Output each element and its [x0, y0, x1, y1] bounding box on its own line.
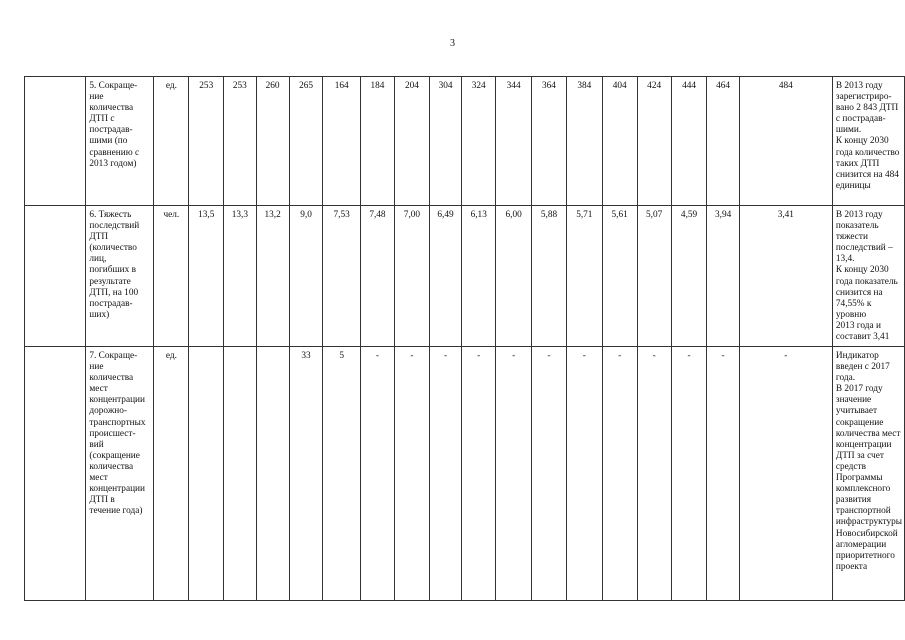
value-cell: 3,94 — [707, 206, 739, 347]
value-cell: 404 — [602, 77, 637, 206]
value-cell: 253 — [189, 77, 224, 206]
value-cell: 13,3 — [224, 206, 256, 347]
blank-cell — [25, 77, 86, 206]
value-cell: 184 — [360, 77, 394, 206]
value-cell: 7,53 — [323, 206, 361, 347]
value-cell: - — [394, 347, 429, 601]
note-cell: Индикатор введен с 2017 года. В 2017 году значение учитывает сокращение количества мест концентрации ДТП за счет средств Программы комплексного развития транспортной инфраструктуры Новосибирской агломерации приоритетного проекта — [832, 347, 904, 601]
value-cell: - — [707, 347, 739, 601]
value-cell: - — [637, 347, 671, 601]
blank-cell — [25, 206, 86, 347]
value-cell: 304 — [429, 77, 461, 206]
unit-cell: ед. — [154, 77, 189, 206]
value-cell: 164 — [323, 77, 361, 206]
indicator-name: 5. Сокраще- ние количества ДТП с пострадав- шими (по сравнению с 2013 годом) — [86, 77, 154, 206]
indicators-table — [24, 76, 905, 601]
value-cell: 4,59 — [671, 206, 707, 347]
note-cell: В 2013 году показатель тяжести последствий – 13,4. К концу 2030 года показатель снизится на 74,55% к уровню 2013 года и составит 3,41 — [832, 206, 904, 347]
value-cell: 5,88 — [532, 206, 567, 347]
note-cell: В 2013 году зарегистриро- вано 2 843 ДТП с пострадав- шими. К концу 2030 года количество таких ДТП снизится на 484 единицы — [832, 77, 904, 206]
value-cell: 364 — [532, 77, 567, 206]
value-cell — [256, 347, 289, 601]
value-cell — [224, 347, 256, 601]
value-cell: 6,49 — [429, 206, 461, 347]
indicator-name: 6. Тяжесть последствий ДТП (количество лиц, погибших в результате ДТП, на 100 пострадав- ших) — [86, 206, 154, 347]
value-cell: - — [496, 347, 532, 601]
table-body — [25, 77, 905, 601]
value-cell: 204 — [394, 77, 429, 206]
value-cell: 5 — [323, 347, 361, 601]
value-cell: 484 — [739, 77, 832, 206]
value-cell: 5,71 — [566, 206, 602, 347]
value-cell: 344 — [496, 77, 532, 206]
table-row — [25, 347, 905, 601]
value-cell: - — [429, 347, 461, 601]
indicator-name: 7. Сокраще- ние количества мест концентрации дорожно- транспортных происшест- вий (сокращение количества мест концентрации ДТП в течение года) — [86, 347, 154, 601]
value-cell: 6,13 — [462, 206, 496, 347]
value-cell: - — [602, 347, 637, 601]
unit-cell: ед. — [154, 347, 189, 601]
value-cell: 464 — [707, 77, 739, 206]
value-cell: 13,2 — [256, 206, 289, 347]
value-cell: 7,00 — [394, 206, 429, 347]
value-cell: 13,5 — [189, 206, 224, 347]
blank-cell — [25, 347, 86, 601]
value-cell: 444 — [671, 77, 707, 206]
unit-cell: чел. — [154, 206, 189, 347]
value-cell: - — [671, 347, 707, 601]
table-row — [25, 206, 905, 347]
value-cell: 6,00 — [496, 206, 532, 347]
table-row — [25, 77, 905, 206]
value-cell — [189, 347, 224, 601]
value-cell: 7,48 — [360, 206, 394, 347]
value-cell: 3,41 — [739, 206, 832, 347]
value-cell: 265 — [289, 77, 323, 206]
value-cell: 424 — [637, 77, 671, 206]
value-cell: 324 — [462, 77, 496, 206]
value-cell: 9,0 — [289, 206, 323, 347]
value-cell: - — [462, 347, 496, 601]
value-cell: 384 — [566, 77, 602, 206]
value-cell: 253 — [224, 77, 256, 206]
value-cell: - — [739, 347, 832, 601]
value-cell: 33 — [289, 347, 323, 601]
page-number: 3 — [450, 38, 455, 49]
value-cell: - — [566, 347, 602, 601]
value-cell: 5,07 — [637, 206, 671, 347]
value-cell: - — [532, 347, 567, 601]
value-cell: 5,61 — [602, 206, 637, 347]
value-cell: - — [360, 347, 394, 601]
value-cell: 260 — [256, 77, 289, 206]
